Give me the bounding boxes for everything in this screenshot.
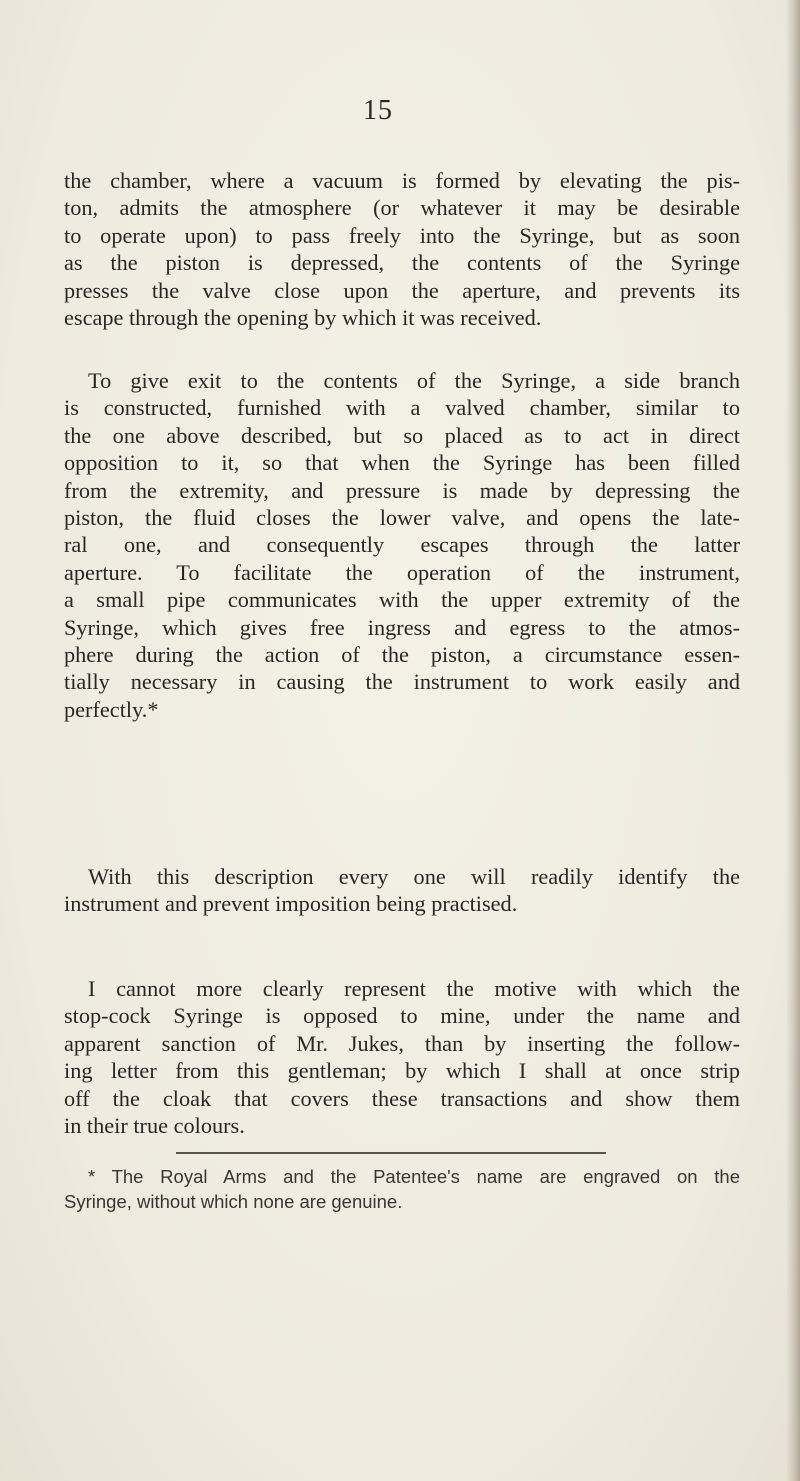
text-line: ing letter from this gentleman; by which I shall at once strip: [64, 1058, 740, 1084]
paragraph-3: [64, 863, 740, 918]
text-line: phere during the action of the piston, a circumstance essen-: [64, 642, 740, 668]
text-line: perfectly.*: [64, 696, 159, 722]
text-line: is constructed, furnished with a valved chamber, similar to: [64, 395, 740, 421]
text-line: a small pipe communicates with the upper extremity of the: [64, 587, 740, 613]
text-line: ral one, and consequently escapes through the latter: [64, 532, 740, 558]
text-line: stop-cock Syringe is opposed to mine, under the name and: [64, 1003, 740, 1029]
text-line: tially necessary in causing the instrument to work easily and: [64, 669, 740, 695]
text-line: I cannot more clearly represent the motive with which the: [88, 976, 740, 1001]
text-line: escape through the opening by which it was received.: [64, 305, 542, 331]
text-line: To give exit to the contents of the Syringe, a side branch: [88, 368, 740, 393]
text-line: ton, admits the atmosphere (or whatever it may be desirable: [64, 195, 740, 221]
footnote-line: * The Royal Arms and the Patentee's name are engraved on the: [88, 1166, 740, 1187]
paragraph-1: [64, 167, 740, 331]
paragraph-4: [64, 975, 740, 1139]
text-line: the chamber, where a vacuum is formed by elevating the pis-: [64, 168, 740, 193]
text-line: from the extremity, and pressure is made by depressing the: [64, 477, 740, 503]
paragraph-2: [64, 367, 740, 723]
text-line: in their true colours.: [64, 1113, 245, 1139]
footnote: [64, 1164, 740, 1214]
page-number: 15: [363, 95, 393, 126]
text-line: to operate upon) to pass freely into the Syringe, but as soon: [64, 222, 740, 248]
text-line: aperture. To facilitate the operation of the instrument,: [64, 559, 740, 585]
text-line: off the cloak that covers these transactions and show them: [64, 1085, 740, 1111]
text-line: piston, the fluid closes the lower valve, and opens the late-: [64, 505, 740, 531]
text-line: presses the valve close upon the aperture, and prevents its: [64, 277, 740, 303]
footnote-divider: [176, 1152, 606, 1154]
text-line: With this description every one will readily identify the: [88, 864, 740, 889]
text-line: Syringe, which gives free ingress and egress to the atmos-: [64, 614, 740, 640]
page-edge-shadow: [786, 0, 800, 1481]
text-line: apparent sanction of Mr. Jukes, than by inserting the follow-: [64, 1030, 740, 1056]
text-line: the one above described, but so placed as to act in direct: [64, 422, 740, 448]
text-line: opposition to it, so that when the Syringe has been filled: [64, 450, 740, 476]
text-line: instrument and prevent imposition being practised.: [64, 891, 518, 917]
footnote-line: Syringe, without which none are genuine.: [64, 1191, 403, 1212]
text-line: as the piston is depressed, the contents of the Syringe: [64, 250, 740, 276]
